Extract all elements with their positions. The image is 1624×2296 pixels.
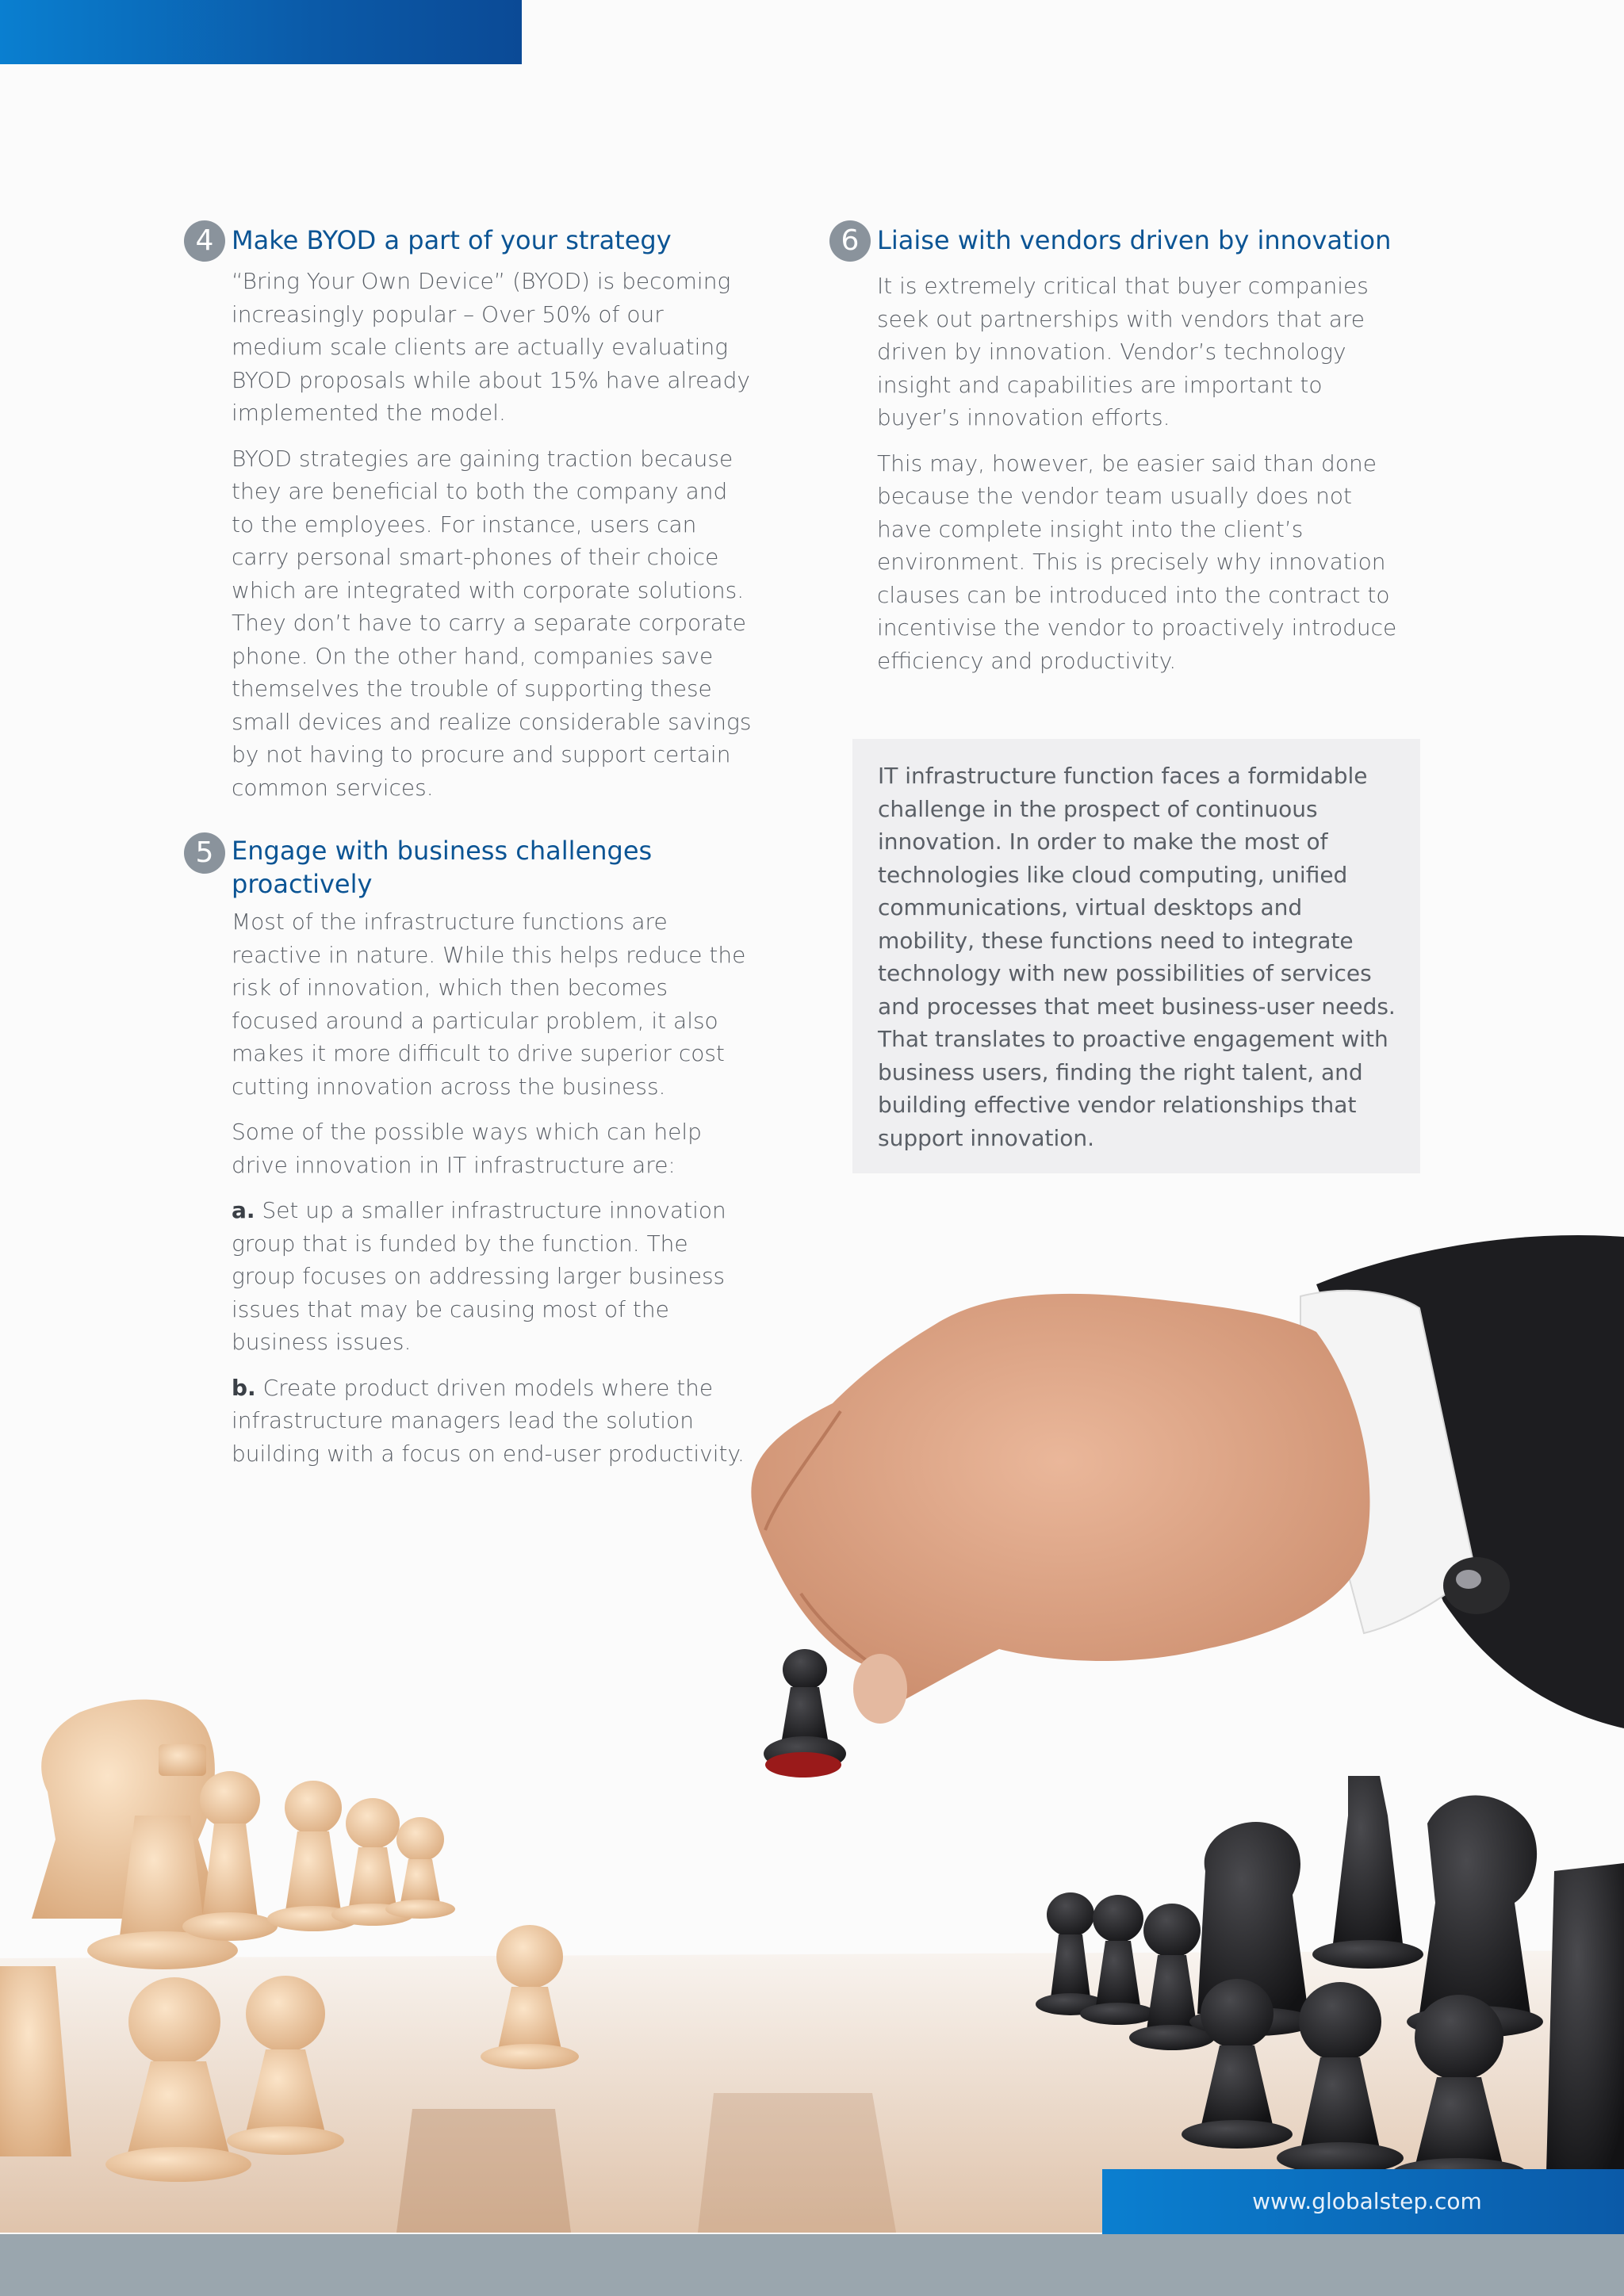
list-item-text: Create product driven models where the infrastructure managers lead the solution building with a focus on end-user productivity.	[232, 1374, 745, 1467]
hand	[751, 1294, 1369, 1712]
chess-hand-illustration	[0, 1158, 1624, 2233]
section-title: Make BYOD a part of your strategy	[232, 225, 672, 255]
list-item-text: Set up a smaller infrastructure innovation group that is funded by the function. The group focuses on addressing larger business issues that may be causing most of the business issues.	[232, 1197, 726, 1355]
list-item-label: b.	[232, 1374, 256, 1401]
paragraph: BYOD strategies are gaining traction because they are beneficial to both the company and to the employees. For instance, users can carry personal smart-phones of their choice which are integrated with corporate solutions. They don’t have to carry a separate corporate phone. On the other hand, companies save themselves the trouble of supporting these small devices and realize considerable savings by not having to procure and support certain common services.	[232, 445, 752, 801]
section-5-heading	[184, 832, 755, 901]
section-body	[232, 265, 755, 804]
section-6	[829, 220, 1400, 690]
section-title: Liaise with vendors driven by innovation	[877, 225, 1392, 255]
section-4-heading	[184, 220, 755, 262]
section-number-badge: 6	[829, 220, 871, 262]
paragraph: Most of the infrastructure functions are reactive in nature. While this helps reduce the risk of innovation, which then becomes focused around a particular problem, it also makes it more difficult to drive superior cost cutting innovation across the business.	[232, 909, 746, 1100]
section-body	[877, 270, 1400, 677]
list-item-label: a.	[232, 1197, 255, 1223]
section-4	[184, 220, 755, 817]
paragraph: This may, however, be easier said than done because the vendor team usually does not have complete insight into the client’s environment. This is precisely why innovation clauses can be introduced into the contract to incentivise the vendor to proactively introduce efficiency and productivity.	[877, 450, 1397, 674]
paragraph: Some of the possible ways which can help drive innovation in IT infrastructure are:	[232, 1119, 702, 1178]
section-6-heading	[829, 220, 1400, 262]
section-title: Engage with business challenges proactively	[232, 836, 653, 899]
section-number-badge: 5	[184, 832, 225, 874]
held-pawn	[764, 1649, 846, 1777]
header-accent-bar	[0, 0, 522, 64]
paragraph: “Bring Your Own Device” (BYOD) is becoming increasingly popular – Over 50% of our medium scale clients are actually evaluating BYOD proposals while about 15% have already implemented the model.	[232, 268, 750, 426]
section-number-badge: 4	[184, 220, 225, 262]
footer-website-link[interactable]: www.globalstep.com	[1102, 2169, 1624, 2234]
callout-box	[852, 739, 1420, 1173]
paragraph: It is extremely critical that buyer companies seek out partnerships with vendors that are driven by innovation. Vendor’s technology insight and capabilities are important to buyer’s innovation efforts.	[877, 273, 1369, 430]
footer-band	[0, 2234, 1624, 2296]
callout-text: IT infrastructure function faces a formidable challenge in the prospect of continuous innovation. In order to make the most of technologies like cloud computing, unified communications, virtual desktops and mobility, these functions need to integrate technology with new possibilities of services and processes that meet business-user needs. That translates to proactive engagement with business users, finding the right talent, and building effective vendor relationships that support innovation.	[878, 763, 1396, 1151]
